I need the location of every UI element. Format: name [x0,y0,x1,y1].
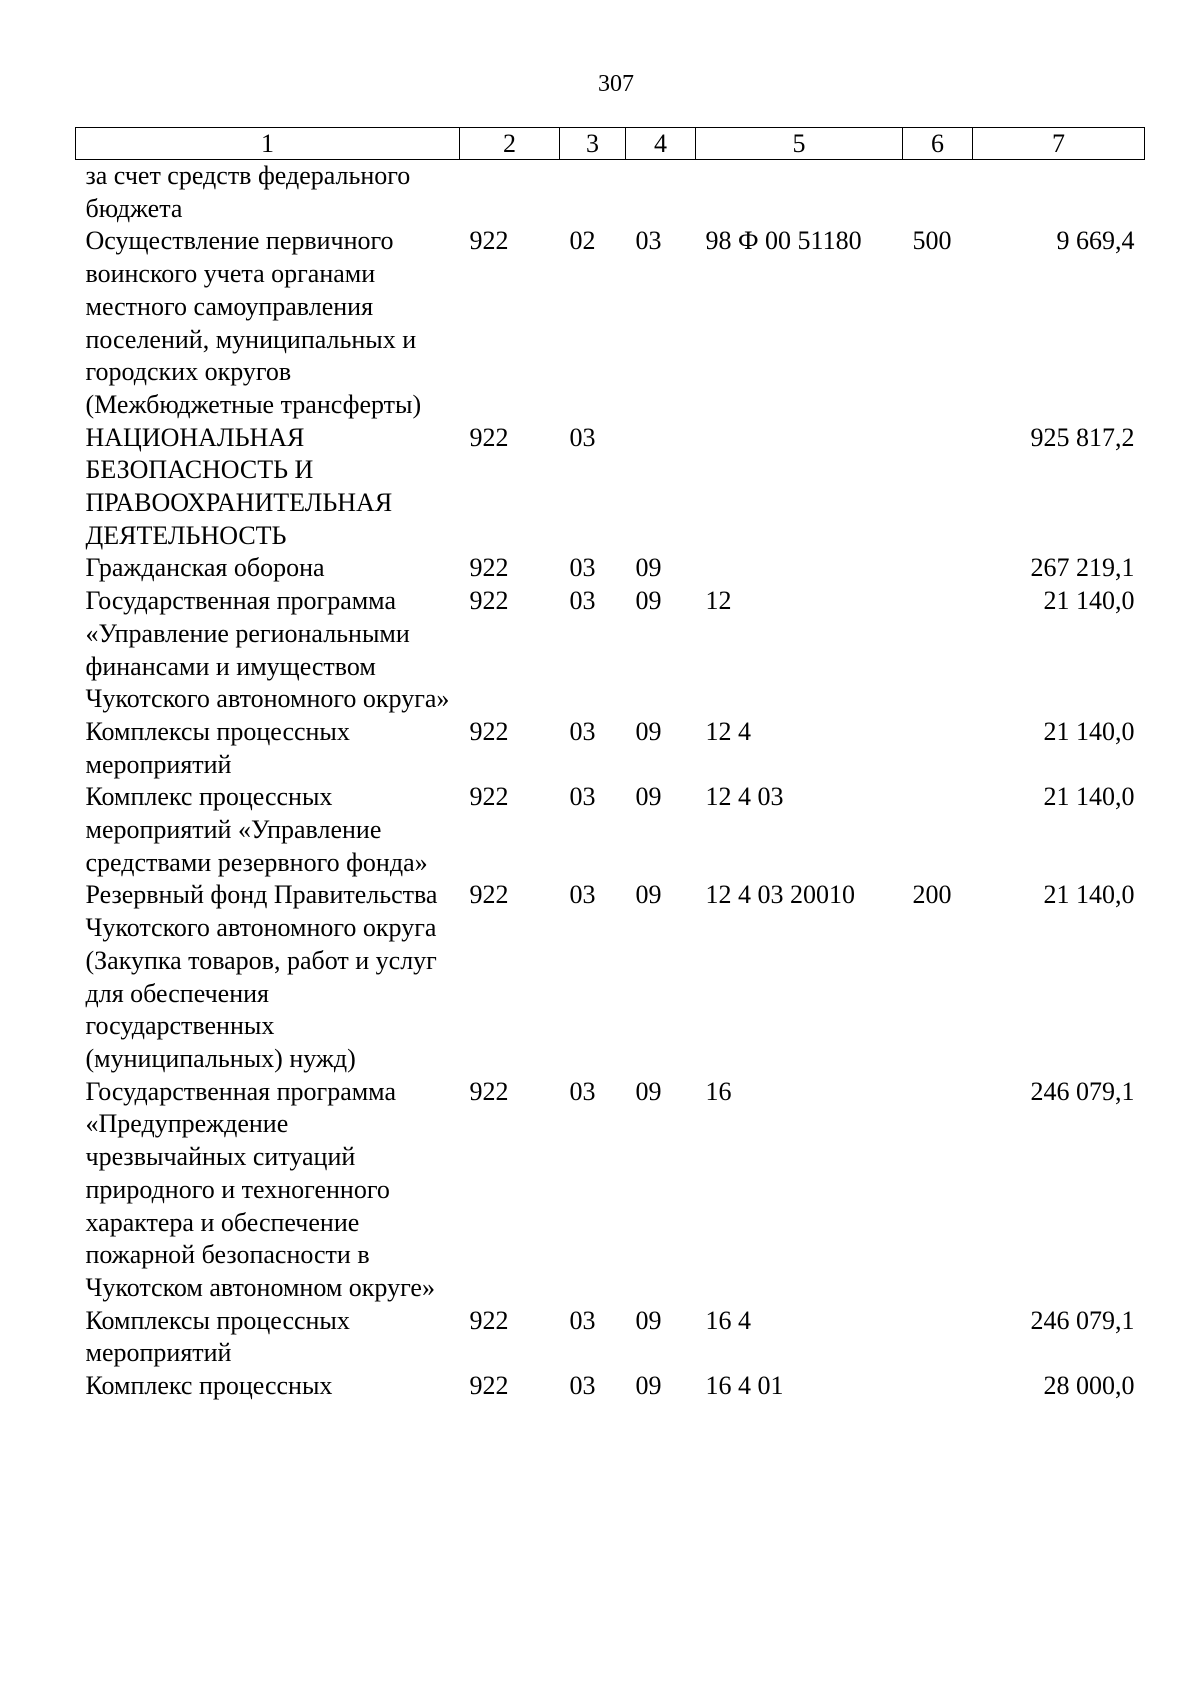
expense-type-code [903,781,973,879]
grbs-code: 922 [469,422,509,452]
expense-type-code [903,585,973,716]
budget-table [75,127,1145,1403]
expense-type-code: 200 [912,880,952,910]
subsection-code: 09 [635,1371,662,1401]
section-code: 03 [569,1371,596,1401]
item-name: Резервный фонд Правительства Чукотского автономного округа (Закупка товаров, работ и услуг для обеспечения государственных (муниципальных) нужд) [85,880,438,1073]
amount [973,160,1145,226]
grbs-code: 922 [469,1305,509,1335]
subsection-code: 09 [635,880,662,910]
column-header-3: 3 [560,128,626,160]
table-row [76,225,1145,421]
item-name: Комплексы процессных мероприятий [85,1305,350,1368]
table-row [76,781,1145,879]
subsection-code: 03 [635,226,662,256]
expense-type-code [903,160,973,226]
amount: 28 000,0 [1043,1371,1135,1401]
column-header-4: 4 [626,128,696,160]
section-code: 03 [569,716,596,746]
table-row [76,160,1145,226]
section-code: 03 [569,586,596,616]
target-article-code: 16 [705,1076,732,1106]
amount: 21 140,0 [1043,586,1135,616]
amount: 21 140,0 [1043,880,1135,910]
amount: 246 079,1 [1030,1305,1135,1335]
column-header-1: 1 [76,128,460,160]
grbs-code: 922 [469,880,509,910]
table-row [76,1076,1145,1305]
column-header-7: 7 [973,128,1145,160]
item-name: Комплексы процессных мероприятий [85,716,350,779]
amount: 21 140,0 [1043,716,1135,746]
section-code: 03 [569,880,596,910]
item-name: Государственная программа «Управление региональными финансами и имуществом Чукотского автономного округа» [85,586,450,714]
subsection-code: 09 [635,586,662,616]
item-name: Осуществление первичного воинского учета органами местного самоуправления поселений, муниципальных и городских округов (Межбюджетные трансферты) [85,226,422,419]
target-article-code: 98 Ф 00 51180 [705,226,862,256]
subsection-code [626,160,696,226]
table-row [76,1305,1145,1370]
section-code: 02 [569,226,596,256]
item-name: Комплекс процессных мероприятий «Управление средствами резервного фонда» [85,782,428,877]
expense-type-code [903,422,973,553]
subsection-code [626,422,696,553]
subsection-code: 09 [635,1305,662,1335]
expense-type-code [903,716,973,781]
column-header-5: 5 [696,128,903,160]
target-article-code: 12 4 03 [705,782,784,812]
grbs-code: 922 [469,782,509,812]
expense-type-code [903,1370,973,1403]
amount: 267 219,1 [1030,553,1135,583]
section-code: 03 [569,553,596,583]
target-article-code [696,552,903,585]
target-article-code [696,160,903,226]
column-header-6: 6 [903,128,973,160]
section-code: 03 [569,1305,596,1335]
target-article-code: 12 [705,586,732,616]
target-article-code: 12 4 03 20010 [705,880,855,910]
grbs-code: 922 [469,1076,509,1106]
column-header-2: 2 [460,128,560,160]
amount: 21 140,0 [1043,782,1135,812]
subsection-code: 09 [635,553,662,583]
amount: 925 817,2 [1030,422,1135,452]
table-body [76,160,1145,1403]
page-number: 307 [598,71,634,97]
target-article-code [696,422,903,553]
grbs-code [460,160,560,226]
table-row [76,422,1145,553]
table-row [76,716,1145,781]
expense-type-code [903,552,973,585]
subsection-code: 09 [635,716,662,746]
expense-type-code [903,1305,973,1370]
section-code: 03 [569,1076,596,1106]
grbs-code: 922 [469,716,509,746]
grbs-code: 922 [469,226,509,256]
grbs-code: 922 [469,586,509,616]
grbs-code: 922 [469,553,509,583]
expense-type-code [903,1076,973,1305]
amount: 9 669,4 [1056,226,1135,256]
item-name: за счет средств федерального бюджета [85,161,411,223]
table-row [76,879,1145,1075]
table-row [76,1370,1145,1403]
table-header [76,128,1145,160]
subsection-code: 09 [635,1076,662,1106]
target-article-code: 12 4 [705,716,751,746]
item-name: Государственная программа «Предупреждение чрезвычайных ситуаций природного и техногенного характера и обеспечение пожарной безопасности в Чукотском автономном округе» [85,1076,435,1302]
table-row [76,552,1145,585]
section-code: 03 [569,782,596,812]
grbs-code: 922 [469,1371,509,1401]
target-article-code: 16 4 01 [705,1371,784,1401]
item-name: НАЦИОНАЛЬНАЯ БЕЗОПАСНОСТЬ И ПРАВООХРАНИТЕЛЬНАЯ ДЕЯТЕЛЬНОСТЬ [85,422,393,550]
amount: 246 079,1 [1030,1076,1135,1106]
subsection-code: 09 [635,782,662,812]
item-name: Гражданская оборона [85,553,325,583]
expense-type-code: 500 [912,226,952,256]
target-article-code: 16 4 [705,1305,751,1335]
header-row [76,128,1145,160]
section-code: 03 [569,422,596,452]
section-code [560,160,626,226]
item-name: Комплекс процессных [85,1371,333,1401]
table-row [76,585,1145,716]
